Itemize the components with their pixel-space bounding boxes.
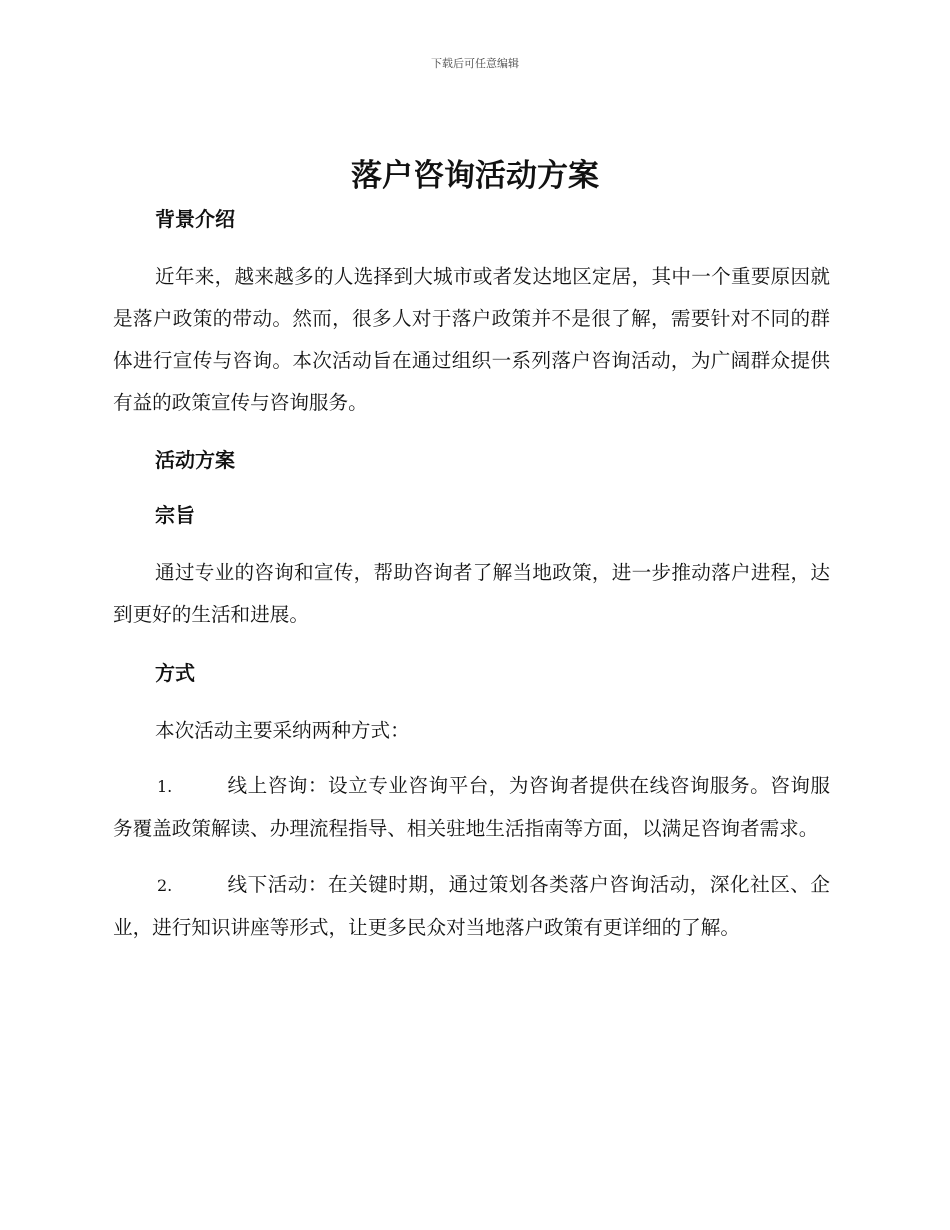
section-heading-background: 背景介绍 xyxy=(155,207,235,231)
list-number: 2. xyxy=(157,876,173,895)
document-body xyxy=(113,204,830,949)
section-heading-purpose: 宗旨 xyxy=(155,503,195,527)
document-title: 落户咨询活动方案 xyxy=(351,158,599,194)
method-list-item xyxy=(113,864,830,949)
method-intro-paragraph: 本次活动主要采纳两种方式： xyxy=(155,719,410,742)
list-number: 1. xyxy=(157,777,173,796)
purpose-paragraph: 通过专业的咨询和宣传，帮助咨询者了解当地政策，进一步推动落户进程，达到更好的生活和进展。 xyxy=(113,561,830,626)
list-item-text: 线下活动：在关键时期，通过策划各类落户咨询活动，深化社区、企业，进行知识讲座等形式，让更多民众对当地落户政策有更详细的了解。 xyxy=(113,873,830,939)
section-heading-method: 方式 xyxy=(155,661,195,685)
section-heading-plan: 活动方案 xyxy=(155,448,235,472)
background-paragraph: 近年来，越来越多的人选择到大城市或者发达地区定居，其中一个重要原因就是落户政策的带动。然而，很多人对于落户政策并不是很了解，需要针对不同的群体进行宣传与咨询。本次活动旨在通过组织一系列落户咨询活动，为广阔群众提供有益的政策宣传与咨询服务。 xyxy=(113,265,830,414)
header-note: 下载后可任意编辑 xyxy=(431,57,519,70)
method-list-item xyxy=(113,765,830,850)
list-item-text: 线上咨询：设立专业咨询平台，为咨询者提供在线咨询服务。咨询服务覆盖政策解读、办理流程指导、相关驻地生活指南等方面，以满足咨询者需求。 xyxy=(113,774,830,840)
